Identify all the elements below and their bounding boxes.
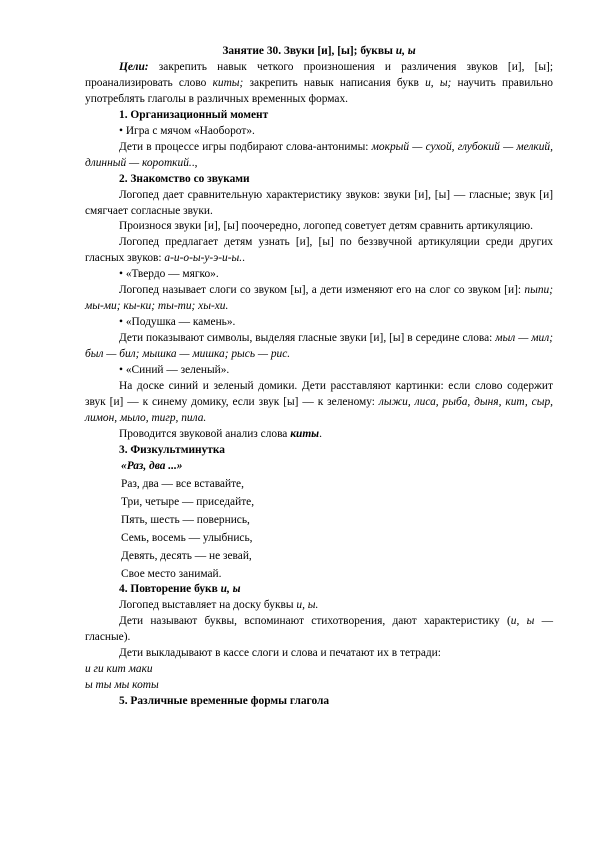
section-heading-1: 1. Организационный момент — [119, 108, 269, 121]
syllables-line-2: ы ты мы коты — [85, 679, 159, 692]
articulation-paragraph: Произнося звуки [и], [ы] поочередно, логопед советует детям сравнить артикуляцию. — [119, 220, 533, 233]
poem-line: Свое место занимай. — [121, 567, 222, 580]
document-page — [85, 44, 553, 710]
houses-paragraph: На доске синий и зеленый домики. Дети расставляют картинки: если слово содержит звук [и] — к синему домику, если звук [ы] — к зеленому: лыжи, лиса, рыба, дыня, кит, сыр, лимон, мыло, тигр, пила. — [85, 380, 553, 424]
poem — [121, 459, 553, 583]
symbols-paragraph: Дети показывают символы, выделяя гласные звуки [и], [ы] в середине слова: мыл — мил; был — бил; мышка — мишка; рысь — рис. — [85, 332, 553, 361]
syllables-line-1: и ги кит маки — [85, 663, 153, 676]
poem-title: «Раз, два ...» — [121, 459, 183, 472]
cassette-paragraph: Дети выкладывают в кассе слоги и слова и печатают их в тетради: — [119, 647, 441, 660]
poem-line: Раз, два — все вставайте, — [121, 477, 244, 490]
game-bullet: • Игра с мячом «Наоборот». — [119, 124, 255, 137]
sounds-characteristics: Логопед дает сравнительную характеристику звуков: звуки [и], [ы] — гласные; звук [и] смягчает согласные звуки. — [85, 188, 553, 217]
syllables-paragraph: Логопед называет слоги со звуком [ы], а дети изменяют его на слог со звуком [и]: пыпи; мы-ми; кы-ки; ты-ти; хы-хи. — [85, 284, 553, 313]
section-heading-2: 2. Знакомство со звуками — [119, 172, 250, 185]
poem-line: Девять, десять — не зевай, — [121, 549, 252, 562]
game-bullet-blue-green: • «Синий — зеленый». — [119, 364, 230, 377]
silent-articulation-paragraph: Логопед предлагает детям узнать [и], [ы] по беззвучной артикуляции среди других гласных звуков: а-и-о-ы-у-э-и-ы.. — [85, 236, 553, 265]
antonyms-paragraph: Дети в процессе игры подбирают слова-антонимы: мокрый — сухой, глубокий — мелкий, длинный — короткий.., — [85, 140, 553, 169]
letters-board-paragraph: Логопед выставляет на доску буквы и, ы. — [119, 599, 319, 612]
section-heading-3: 3. Физкультминутка — [119, 443, 225, 456]
poem-line: Семь, восемь — улыбнись, — [121, 531, 253, 544]
sound-analysis-paragraph: Проводится звуковой анализ слова киты. — [119, 427, 322, 440]
section-heading-4: 4. Повторение букв и, ы — [119, 583, 241, 596]
poem-line: Три, четыре — приседайте, — [121, 495, 255, 508]
goals-paragraph: Цели: закрепить навык четкого произношения и различения звуков [и], [ы]; проанализировать слово киты; закрепить навык написания букв и, ы; научить правильно употреблять глаголы в различных временных формах. — [85, 60, 553, 105]
lesson-title: Занятие 30. Звуки [и], [ы]; буквы и, ы — [222, 45, 416, 57]
game-bullet-pillow-stone: • «Подушка — камень». — [119, 316, 236, 329]
poem-line: Пять, шесть — повернись, — [121, 513, 250, 526]
game-bullet-hard-soft: • «Твердо — мягко». — [119, 268, 219, 281]
section-heading-5: 5. Различные временные формы глагола — [119, 695, 330, 708]
letters-characteristics-paragraph: Дети называют буквы, вспоминают стихотворения, дают характеристику (и, ы — гласные). — [85, 615, 553, 644]
